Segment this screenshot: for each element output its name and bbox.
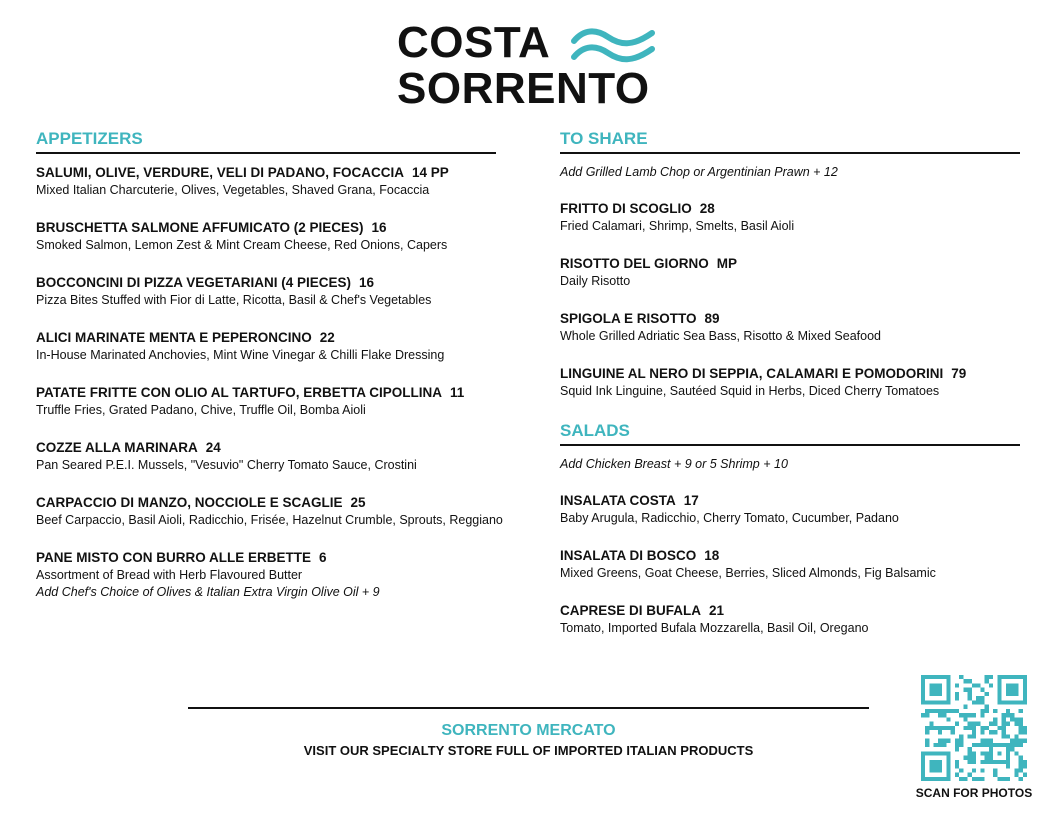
menu-item-description: Fried Calamari, Shrimp, Smelts, Basil Aioli <box>560 219 795 233</box>
menu-item-name: SPIGOLA E RISOTTO <box>560 311 697 326</box>
footer-title: SORRENTO MERCATO <box>441 722 616 739</box>
menu-item-price: 21 <box>709 603 725 618</box>
menu-item-description: Smoked Salmon, Lemon Zest & Mint Cream Cheese, Red Onions, Capers <box>36 238 448 252</box>
menu-item-price: 16 <box>359 275 375 290</box>
brand-name-line2: SORRENTO <box>397 64 650 113</box>
menu-item <box>560 365 1020 400</box>
brand-name-line1: COSTA <box>397 18 551 67</box>
footer-divider <box>188 707 869 709</box>
appetizers-section <box>36 128 503 621</box>
menu-item-price: 22 <box>319 330 335 345</box>
menu-item-addon-note: Add Chef's Choice of Olives & Italian Extra Virgin Olive Oil + 9 <box>36 585 380 599</box>
menu-item <box>36 494 503 529</box>
menu-item-description: Whole Grilled Adriatic Sea Bass, Risotto & Mixed Seafood <box>560 329 881 343</box>
menu-item-name: INSALATA COSTA <box>560 493 676 508</box>
menu-item <box>36 439 496 474</box>
menu-item-title <box>560 365 1020 383</box>
menu-item <box>560 547 1020 582</box>
menu-item-title <box>36 219 496 237</box>
menu-item-name: CARPACCIO DI MANZO, NOCCIOLE E SCAGLIE <box>36 495 343 510</box>
menu-item-price: 89 <box>704 311 720 326</box>
menu-item-price: 79 <box>951 366 967 381</box>
menu-item-name: FRITTO DI SCOGLIO <box>560 201 692 216</box>
menu-item-name: INSALATA DI BOSCO <box>560 548 697 563</box>
menu-item-name: ALICI MARINATE MENTA E PEPERONCINO <box>36 330 312 345</box>
menu-item-title <box>36 329 496 347</box>
menu-item-name: LINGUINE AL NERO DI SEPPIA, CALAMARI E POMODORINI <box>560 366 944 381</box>
menu-item-name: COZZE ALLA MARINARA <box>36 440 198 455</box>
menu-item-price: 11 <box>449 385 465 400</box>
menu-item-title <box>560 602 1020 620</box>
salads-note: Add Chicken Breast + 9 or 5 Shrimp + 10 <box>560 457 788 471</box>
menu-item-title <box>36 274 496 292</box>
right-column <box>560 128 1020 657</box>
menu-item-description: Pan Seared P.E.I. Mussels, "Vesuvio" Cherry Tomato Sauce, Crostini <box>36 458 417 472</box>
to-share-list <box>560 200 1020 400</box>
section-title-salads: SALADS <box>560 421 630 440</box>
menu-item-description: Squid Ink Linguine, Sautéed Squid in Herbs, Diced Cherry Tomatoes <box>560 384 940 398</box>
menu-item-name: BOCCONCINI DI PIZZA VEGETARIANI (4 PIECES) <box>36 275 352 290</box>
menu-item-title <box>560 200 1020 218</box>
menu-item-name: SALUMI, OLIVE, VERDURE, VELI DI PADANO, FOCACCIA <box>36 165 405 180</box>
menu-item-name: PANE MISTO CON BURRO ALLE ERBETTE <box>36 550 312 565</box>
menu-item <box>36 549 496 601</box>
menu-item-price: 18 <box>704 548 720 563</box>
menu-item-name: PATATE FRITTE CON OLIO AL TARTUFO, ERBETTA CIPOLLINA <box>36 385 442 400</box>
menu-item-title <box>36 494 496 512</box>
menu-item-name: RISOTTO DEL GIORNO <box>560 256 709 271</box>
menu-item-description: Daily Risotto <box>560 274 631 288</box>
menu-item-title <box>560 255 1020 273</box>
menu-item-title <box>36 164 496 182</box>
menu-item <box>36 329 496 364</box>
menu-item-description: Pizza Bites Stuffed with Fior di Latte, Ricotta, Basil & Chef's Vegetables <box>36 293 432 307</box>
section-divider <box>560 152 1020 154</box>
wave-icon <box>570 25 656 63</box>
menu-item-price: 14 PP <box>412 165 449 180</box>
menu-item-name: BRUSCHETTA SALMONE AFFUMICATO (2 PIECES) <box>36 220 364 235</box>
menu-item-price: 6 <box>319 550 327 565</box>
appetizer-list <box>36 164 503 601</box>
menu-item-price: MP <box>716 256 738 271</box>
menu-item-description: Assortment of Bread with Herb Flavoured Butter <box>36 568 303 582</box>
section-title-to-share: TO SHARE <box>560 129 648 148</box>
section-title-appetizers: APPETIZERS <box>36 129 143 148</box>
qr-caption: SCAN FOR PHOTOS <box>915 786 1033 800</box>
menu-item-title <box>560 547 1020 565</box>
menu-item <box>560 492 1020 527</box>
menu-item-title <box>36 549 496 567</box>
menu-item-price: 17 <box>683 493 699 508</box>
menu-item-price: 25 <box>350 495 366 510</box>
section-divider <box>560 444 1020 446</box>
menu-item-description: In-House Marinated Anchovies, Mint Wine Vinegar & Chilli Flake Dressing <box>36 348 445 362</box>
menu-item-price: 16 <box>371 220 387 235</box>
menu-item-description: Mixed Italian Charcuterie, Olives, Vegetables, Shaved Grana, Focaccia <box>36 183 430 197</box>
menu-item-description: Baby Arugula, Radicchio, Cherry Tomato, Cucumber, Padano <box>560 511 899 525</box>
footer-subtitle: VISIT OUR SPECIALTY STORE FULL OF IMPORTED ITALIAN PRODUCTS <box>303 743 754 758</box>
salads-list <box>560 492 1020 637</box>
menu-item <box>560 310 1020 345</box>
salads-section <box>560 420 1020 637</box>
menu-item <box>36 384 496 419</box>
menu-item-name: CAPRESE DI BUFALA <box>560 603 702 618</box>
qr-code-icon[interactable] <box>921 675 1027 781</box>
menu-item <box>36 274 496 309</box>
menu-item-description: Tomato, Imported Bufala Mozzarella, Basil Oil, Oregano <box>560 621 869 635</box>
menu-item <box>560 255 1020 290</box>
menu-item-price: 28 <box>699 201 715 216</box>
menu-item <box>36 219 496 254</box>
menu-item-description: Beef Carpaccio, Basil Aioli, Radicchio, Frisée, Hazelnut Crumble, Sprouts, Reggiano <box>36 513 503 527</box>
menu-item-title <box>36 439 496 457</box>
section-divider <box>36 152 496 154</box>
menu-item-description: Truffle Fries, Grated Padano, Chive, Truffle Oil, Bomba Aioli <box>36 403 366 417</box>
menu-item-description: Mixed Greens, Goat Cheese, Berries, Sliced Almonds, Fig Balsamic <box>560 566 936 580</box>
to-share-section <box>560 128 1020 400</box>
to-share-note: Add Grilled Lamb Chop or Argentinian Prawn + 12 <box>560 165 838 179</box>
menu-item <box>560 200 1020 235</box>
menu-item <box>36 164 496 199</box>
menu-item-title <box>560 310 1020 328</box>
menu-item-title <box>560 492 1020 510</box>
menu-item-price: 24 <box>205 440 221 455</box>
menu-item-title <box>36 384 496 402</box>
menu-item <box>560 602 1020 637</box>
